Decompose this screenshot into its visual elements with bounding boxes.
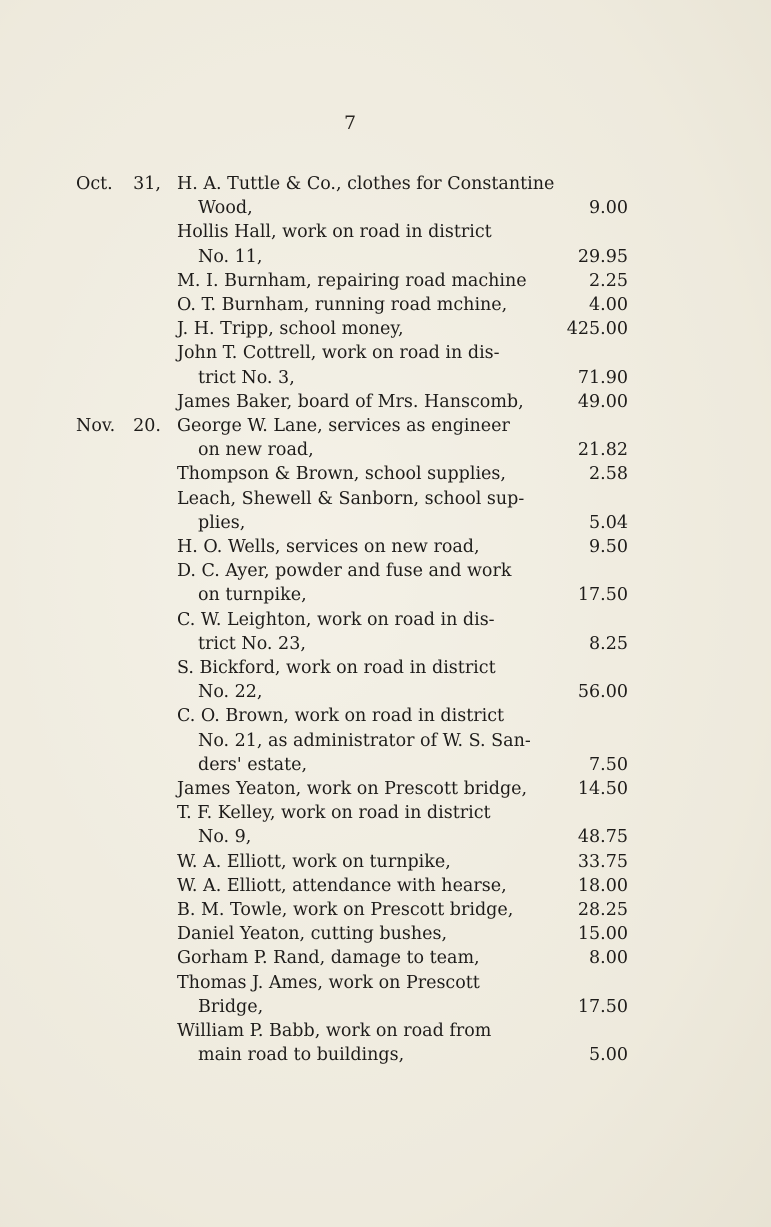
entry-description: Gorham P. Rand, damage to team, <box>177 948 480 969</box>
ledger-line <box>0 293 771 317</box>
ledger-line <box>0 729 771 753</box>
ledger-line <box>0 317 771 341</box>
entry-description: C. W. Leighton, work on road in dis- <box>177 609 495 630</box>
entry-description: W. A. Elliott, attendance with hearse, <box>177 875 507 896</box>
ledger-line <box>0 874 771 898</box>
ledger-line <box>0 390 771 414</box>
ledger-line <box>0 1019 771 1043</box>
entry-day: 20. <box>133 416 161 436</box>
entry-amount: 8.00 <box>589 948 628 969</box>
entry-amount: 4.00 <box>589 295 628 315</box>
entry-amount: 29.95 <box>577 246 628 267</box>
ledger-line <box>0 801 771 825</box>
entry-description: No. 22, <box>198 682 263 703</box>
ledger-line <box>0 777 771 801</box>
ledger-line <box>0 269 771 293</box>
entry-amount: 17.50 <box>577 585 628 606</box>
entry-description: Wood, <box>198 198 253 219</box>
entry-amount: 5.04 <box>589 512 628 533</box>
ledger-line <box>0 850 771 874</box>
entry-amount: 48.75 <box>577 827 628 848</box>
entry-description: James Baker, board of Mrs. Hanscomb, <box>177 391 524 412</box>
ledger-line <box>0 245 771 269</box>
entry-amount: 33.75 <box>577 851 628 872</box>
entry-description: on new road, <box>198 440 314 461</box>
entry-description: Thompson & Brown, school supplies, <box>177 464 506 485</box>
page-number: 7 <box>343 112 357 134</box>
ledger-line <box>0 462 771 486</box>
ledger-line <box>0 583 771 607</box>
entry-amount: 7.50 <box>589 754 628 775</box>
entry-description: George W. Lane, services as engineer <box>177 416 510 436</box>
entry-description: Bridge, <box>198 996 264 1017</box>
entry-amount: 21.82 <box>577 440 628 461</box>
entry-amount: 71.90 <box>577 367 628 388</box>
entry-description: H. O. Wells, services on new road, <box>177 537 480 557</box>
entry-description: on turnpike, <box>198 585 307 606</box>
entry-amount: 17.50 <box>577 996 628 1017</box>
ledger-line <box>0 366 771 390</box>
entry-description: ders' estate, <box>198 754 308 775</box>
ledger-line <box>0 535 771 559</box>
ledger-line <box>0 1043 771 1067</box>
entry-description: John T. Cottrell, work on road in dis- <box>177 343 500 364</box>
entry-description: Daniel Yeaton, cutting bushes, <box>177 924 448 945</box>
ledger-line <box>0 559 771 583</box>
entry-description: Thomas J. Ames, work on Prescott <box>177 972 480 993</box>
entry-description: No. 21, as administrator of W. S. San- <box>198 730 531 751</box>
ledger-line <box>0 172 771 196</box>
ledger-line <box>0 414 771 438</box>
entry-description: C. O. Brown, work on road in district <box>177 706 505 727</box>
entry-description: Hollis Hall, work on road in district <box>177 222 492 243</box>
entry-amount: 14.50 <box>577 779 628 799</box>
entry-description: No. 11, <box>198 246 263 267</box>
entry-amount: 56.00 <box>577 682 628 703</box>
entry-description: William P. Babb, work on road from <box>177 1021 492 1041</box>
entry-amount: 425.00 <box>566 319 628 340</box>
ledger-line <box>0 487 771 511</box>
ledger-line <box>0 341 771 365</box>
entry-description: trict No. 3, <box>198 367 295 388</box>
ledger-line <box>0 995 771 1019</box>
entry-description: J. H. Tripp, school money, <box>177 319 404 340</box>
entry-description: O. T. Burnham, running road mchine, <box>177 295 508 315</box>
entry-amount: 49.00 <box>577 391 628 412</box>
entry-amount: 18.00 <box>577 875 628 896</box>
entry-description: W. A. Elliott, work on turnpike, <box>177 851 451 872</box>
entry-description: No. 9, <box>198 827 252 848</box>
entry-description: trict No. 23, <box>198 633 306 654</box>
entry-description: main road to buildings, <box>198 1045 405 1066</box>
ledger-line <box>0 971 771 995</box>
entry-amount: 8.25 <box>589 633 628 654</box>
entry-month: Nov. <box>76 416 116 436</box>
ledger-line <box>0 632 771 656</box>
ledger-line <box>0 704 771 728</box>
entry-description: B. M. Towle, work on Prescott bridge, <box>177 900 514 920</box>
ledger-line <box>0 946 771 970</box>
ledger-line <box>0 922 771 946</box>
ledger-line <box>0 220 771 244</box>
ledger-line <box>0 511 771 535</box>
entry-description: S. Bickford, work on road in district <box>177 658 496 678</box>
ledger-line <box>0 680 771 704</box>
entry-amount: 9.00 <box>589 198 628 219</box>
entry-description: T. F. Kelley, work on road in district <box>177 803 491 824</box>
entry-month: Oct. <box>76 174 113 194</box>
ledger-line <box>0 898 771 922</box>
entry-amount: 2.25 <box>589 270 628 291</box>
entry-amount: 15.00 <box>577 924 628 945</box>
ledger-line <box>0 825 771 849</box>
entry-amount: 2.58 <box>589 464 628 485</box>
entry-description: D. C. Ayer, powder and fuse and work <box>177 561 512 582</box>
entry-description: H. A. Tuttle & Co., clothes for Constantine <box>177 174 555 194</box>
entry-amount: 5.00 <box>589 1045 628 1066</box>
ledger-line <box>0 656 771 680</box>
entry-description: M. I. Burnham, repairing road machine <box>177 270 527 291</box>
entry-day: 31, <box>133 174 161 194</box>
entry-amount: 28.25 <box>577 900 628 920</box>
entry-description: Leach, Shewell & Sanborn, school sup- <box>177 488 525 509</box>
entry-amount: 9.50 <box>589 537 628 557</box>
entry-description: James Yeaton, work on Prescott bridge, <box>177 779 528 799</box>
ledger-line <box>0 608 771 632</box>
entry-description: plies, <box>198 512 246 533</box>
ledger-line <box>0 753 771 777</box>
ledger-line <box>0 438 771 462</box>
ledger-line <box>0 196 771 220</box>
